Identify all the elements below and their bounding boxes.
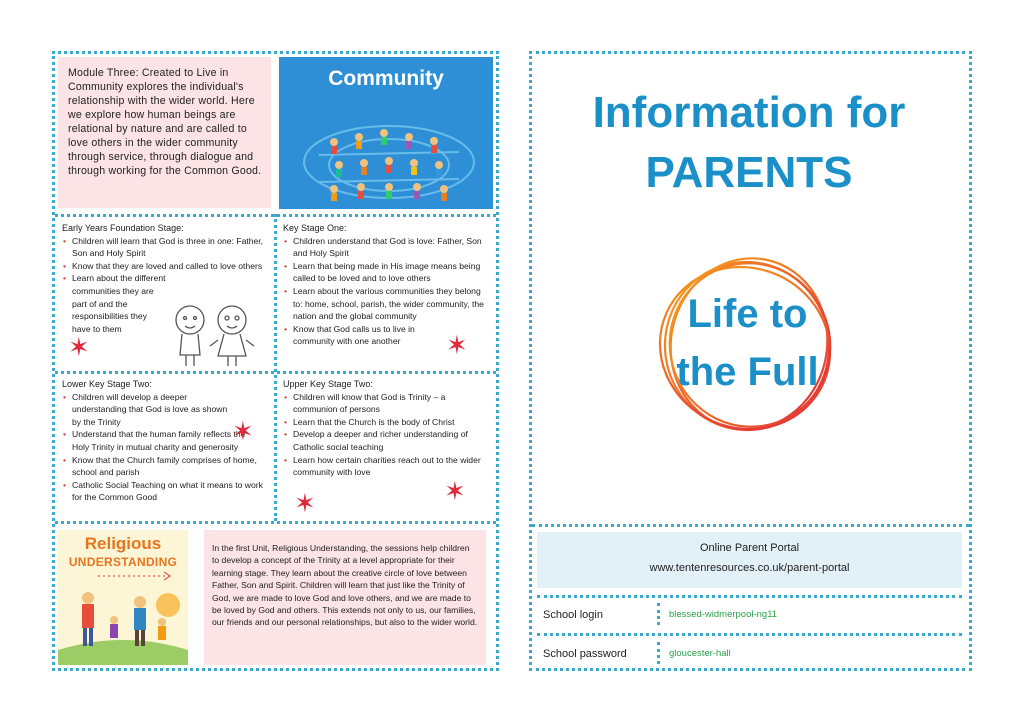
list-item: • Understand that the human family reflects the Holy Trinity in mutual charity and generosity xyxy=(72,428,247,453)
portal-label: Online Parent Portal xyxy=(699,542,800,554)
star-icon: ✶ xyxy=(232,416,254,446)
list-item: • Catholic Social Teaching on what it means to work for the Common Good xyxy=(72,479,267,504)
divider xyxy=(657,642,660,664)
school-login-row xyxy=(537,597,962,633)
module-intro: Module Three: Created to Live in Community explores the individual's relationship with the wider world. Here we explore how human beings are relational by nature and are called to love others in the wider community through service, through dialogue and through working for the Common Good. xyxy=(58,57,271,208)
list-item: • Know that the Church family comprises of home, school and parish xyxy=(72,454,267,479)
eyfs-heading: Early Years Foundation Stage: xyxy=(62,223,184,233)
community-image xyxy=(279,57,493,209)
ks1-heading: Key Stage One: xyxy=(283,223,347,233)
school-password-label: School password xyxy=(543,648,627,660)
parent-portal-box xyxy=(537,532,962,588)
school-login-label: School login xyxy=(543,609,603,621)
uks2-section xyxy=(283,378,488,479)
list-item: • Learn that being made in His image means being called to be loved and to love others xyxy=(293,260,488,285)
divider xyxy=(274,214,277,521)
family-icon xyxy=(58,530,188,665)
list-item: • Learn that the Church is the body of Christ xyxy=(293,416,488,429)
school-password-value: gloucester-hall xyxy=(669,648,731,659)
title-parents: PARENTS xyxy=(645,148,853,197)
portal-url[interactable]: www.tentenresources.co.uk/parent-portal xyxy=(649,562,850,574)
star-icon: ✶ xyxy=(68,332,90,362)
children-drawing-icon xyxy=(168,300,258,370)
list-item: • Children will know that God is Trinity – a communion of persons xyxy=(293,391,488,416)
list-item: • Know that they are loved and called to love others xyxy=(72,260,267,273)
list-item: • Develop a deeper and richer understanding of Catholic social teaching xyxy=(293,428,488,453)
community-title: Community xyxy=(328,67,444,90)
list-item: • Learn about the various communities they belong to: home, school, parish, the wider community, the nation and the global community xyxy=(293,285,488,323)
title-information-for: Information for xyxy=(592,88,906,137)
life-to-the-full-logo xyxy=(655,250,840,440)
logo-line2: the Full xyxy=(676,350,819,394)
school-login-value: blessed-widmerpool-ng11 xyxy=(669,609,778,620)
list-item: • Children will develop a deeper understanding that God is love as shown by the Trinity xyxy=(72,391,232,429)
list-item: • Children understand that God is love: Father, Son and Holy Spirit xyxy=(293,235,488,260)
list-item: • Know that God calls us to live in community with one another xyxy=(293,323,443,348)
community-people-icon xyxy=(279,57,493,209)
swirl-circle-icon xyxy=(655,250,840,440)
religious-understanding-image xyxy=(58,530,188,665)
star-icon: ✶ xyxy=(446,330,468,360)
list-item: • Children will learn that God is three in one: Father, Son and Holy Spirit xyxy=(72,235,267,260)
school-password-row xyxy=(537,636,962,672)
religious-logo-line2: UNDERSTANDING xyxy=(68,555,178,569)
divider xyxy=(55,521,496,524)
religious-understanding-text: In the first Unit, Religious Understanding, the sessions help children to develop a concept of the Trinity at a level appropriate for their learning stage. They learn about the creative circle of love between Father, Son and Spirit. Children will learn that just like the Trinity of God, we are made to love God and love others, and we are made to be loved by God and others. This extends not only to us, our families, our friends and our personal relationships, but also to the wider world. xyxy=(204,530,486,665)
list-item: • Learn about the different communities they are part of and the responsibilities they have to them xyxy=(72,272,167,335)
divider xyxy=(657,603,660,625)
uks2-heading: Upper Key Stage Two: xyxy=(283,379,373,389)
divider xyxy=(532,524,969,527)
logo-line1: Life to xyxy=(687,292,808,336)
star-icon: ✶ xyxy=(444,476,466,506)
lks2-heading: Lower Key Stage Two: xyxy=(62,379,152,389)
list-item: • Learn how certain charities reach out to the wider community with love xyxy=(293,454,488,479)
star-icon: ✶ xyxy=(294,488,316,518)
religious-logo-line1: Religious xyxy=(84,534,162,553)
